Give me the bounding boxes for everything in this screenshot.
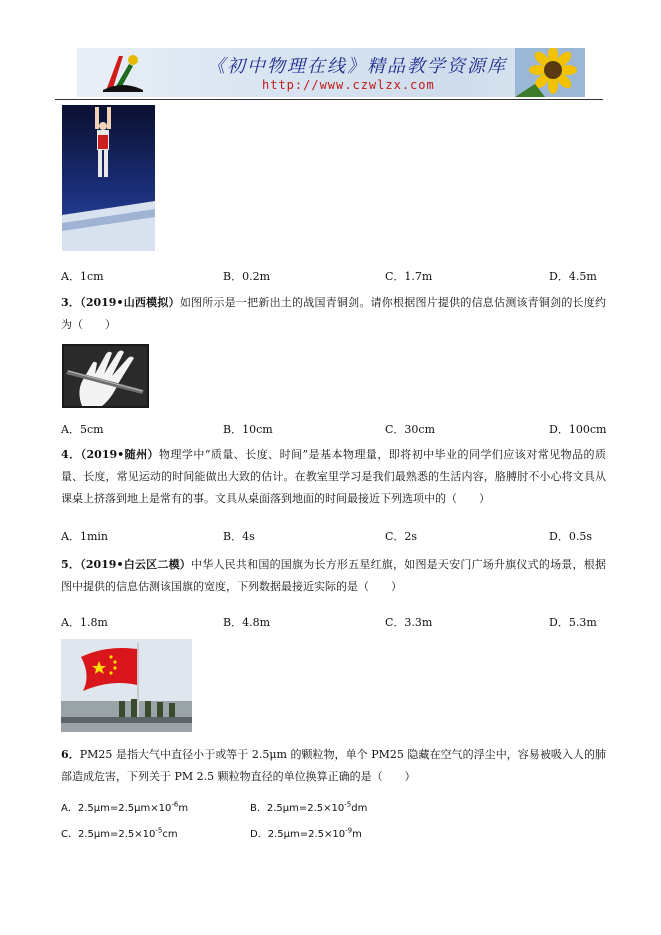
q2-option-b[interactable]: B．0.2m — [223, 270, 271, 283]
q4-text: 物理学中“质量、长度、时间”是基本物理量，即将初中毕业的同学们应该对常见物品的质量、长度，常见运动的时间能做出大致的估计。在教室里学习是我们最熟悉的生活内容，胳膊肘不小心将文具从课桌上挤落到地上是常有的事。文具从桌面落到地面的时间最接近下列选项中的（ ） — [61, 448, 606, 505]
logo-icon — [99, 50, 147, 94]
q6-option-d[interactable]: D．$2.5\mu m=2.5\times 10^{-9}m$ — [250, 826, 362, 840]
q5-stem — [61, 554, 606, 598]
q5-text: 中华人民共和国的国旗为长方形五星红旗，如图是天安门广场升旗仪式的场景，根据图中提供的信息估测该国旗的宽度，下列数据最接近实际的是（ ） — [61, 558, 607, 593]
q6-option-a[interactable]: A．$2.5\mu m=2.5\mu m\times 10^{-6}m$ — [61, 800, 189, 814]
q3-number: 3． — [61, 296, 81, 309]
q5-source: （2019•白云区二模） — [80, 558, 192, 571]
q3-source: （2019•山西模拟） — [80, 296, 180, 309]
q4-option-d[interactable]: D．0.5s — [549, 530, 592, 543]
q2-options — [61, 268, 611, 284]
q2-option-a[interactable]: A．1cm — [61, 270, 104, 283]
q5-options — [61, 614, 611, 630]
q5-option-a[interactable]: A．1.8m — [61, 616, 108, 629]
q5-option-d[interactable]: D．5.3m — [549, 616, 597, 629]
q4-stem — [61, 444, 606, 510]
q5-option-c[interactable]: C．3.3m — [385, 616, 433, 629]
sunflower-icon — [515, 48, 585, 97]
q4-option-a[interactable]: A．1min — [61, 530, 108, 543]
q6-number: 6． — [61, 748, 80, 761]
q4-source: （2019•随州） — [80, 448, 159, 461]
bronze-sword-photo — [62, 344, 149, 408]
q5-option-b[interactable]: B．4.8m — [223, 616, 271, 629]
q4-number: 4． — [61, 448, 81, 461]
banner-url: http://www.czwlzx.com — [262, 78, 435, 92]
q2-option-d[interactable]: D．4.5m — [549, 270, 597, 283]
q6-option-b[interactable]: B．$2.5\mu m=2.5\times 10^{-5}dm$ — [250, 800, 368, 814]
q3-text: 如图所示是一把新出土的战国青铜剑。请你根据图片提供的信息估测该青铜剑的长度约为（ ） — [61, 296, 607, 331]
q3-option-b[interactable]: B．10cm — [223, 423, 273, 436]
q4-options — [61, 528, 611, 544]
flag-raising-photo — [61, 639, 192, 732]
header-banner — [77, 48, 585, 97]
q3-options — [61, 421, 611, 437]
q6-option-c[interactable]: C．$2.5\mu m=2.5\times 10^{-5}cm$ — [61, 826, 178, 840]
q5-number: 5． — [61, 558, 81, 571]
q4-option-b[interactable]: B．4s — [223, 530, 255, 543]
header-rule — [55, 99, 603, 100]
q3-option-d[interactable]: D．100cm — [549, 423, 607, 436]
banner-title: 《初中物理在线》精品教学资源库 — [207, 56, 507, 77]
q2-option-c[interactable]: C．1.7m — [385, 270, 433, 283]
q6-text: PM25 是指大气中直径小于或等于 2.5μm 的颗粒物，单个 PM25 隐藏在空气的浮尘中，容易被吸入人的肺部造成危害，下列关于 PM 2.5 颗粒物直径的单位换算正确的是（ ） — [61, 748, 606, 783]
q3-option-a[interactable]: A．5cm — [61, 423, 104, 436]
q3-option-c[interactable]: C．30cm — [385, 423, 436, 436]
q3-stem — [61, 292, 606, 336]
q6-stem — [61, 744, 606, 788]
trampoline-photo — [62, 105, 155, 251]
q4-option-c[interactable]: C．2s — [385, 530, 418, 543]
